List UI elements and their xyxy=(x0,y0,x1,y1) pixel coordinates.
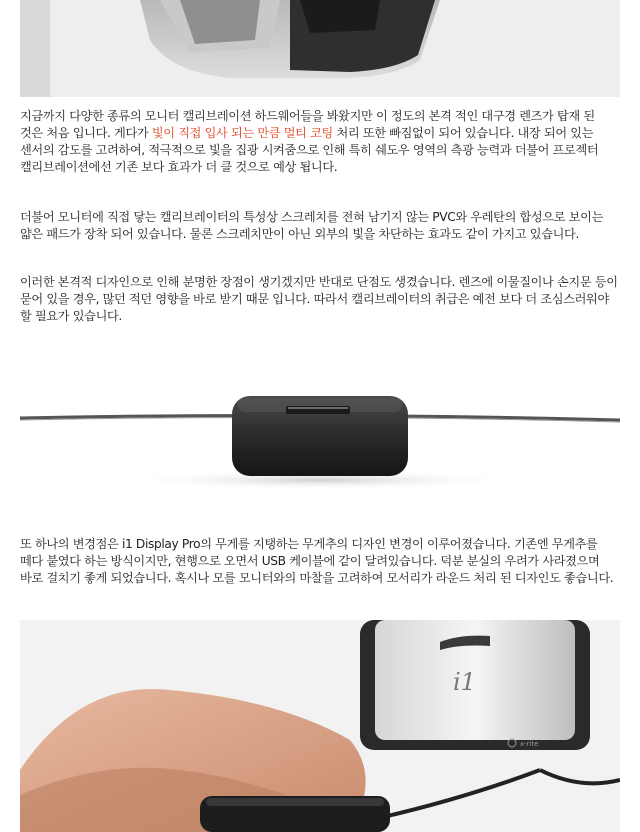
paragraph-lens xyxy=(20,108,620,176)
paragraph-lens-text-b: 처리 또한 빠짐없이 되어 있습니다. 내장 되어 있는 센서의 감도를 고려하여, 적극적으로 빛을 집광 시켜줌으로 인해 특히 쉐도우 영역의 측광 능력과 더불어 프로젝터 캘리브레이션에선 기존 보다 효과가 더 클 것으로 예상 됩니다. xyxy=(20,126,599,174)
paragraph-lens-text-a: 지금까지 다양한 종류의 모니터 캘리브레이션 하드웨어들을 봐왔지만 이 정도의 본격 적인 대구경 렌즈가 탑재 된 것은 처음 입니다. 게다가 xyxy=(20,109,595,140)
highlight-multicoating: 빛이 직접 입사 되는 만큼 멀티 코팅 xyxy=(151,126,333,140)
paragraph-pad: 더불어 모니터에 직접 닿는 캘리브레이터의 특성상 스크레치를 전혀 남기지 않는 PVC와 우레탄의 합성으로 보이는 얇은 패드가 장착 되어 있습니다. 물론 스크레치만이 아닌 외부의 빛을 차단하는 효과도 같이 가지고 있습니다. xyxy=(20,210,603,241)
i1-logo: i1 xyxy=(453,668,476,696)
paragraph-counterweight: 또 하나의 변경점은 i1 Display Pro의 무게를 지탱하는 무게추의 디자인 변경이 이루어졌습니다. 기존엔 무게추를 떼다 붙였다 하는 방식이지만, 현행으로 오면서 USB 케이블에 같이 달려있습니다. 덕분 분실의 우려가 사라졌으며 바로 걸치기 좋게 되었습니다. 혹시나 모를 모니터와의 마찰을 고려하여 모서리가 라운드 처리 된 디자인도 좋습니다. xyxy=(20,537,614,585)
paragraph-drawback: 이러한 본격적 디자인으로 인해 분명한 장점이 생기겠지만 반대로 단점도 생겼습니다. 렌즈에 이물질이나 손지문 등이 묻어 있을 경우, 많던 적던 영향을 바로 받기 때문 입니다. 따라서 캘리브레이터의 취급은 예전 보다 더 조심스러워야 할 필요가 있습니다. xyxy=(20,275,618,323)
xrite-brand: x-rite xyxy=(520,740,539,748)
device-hand-photo xyxy=(20,620,620,832)
calibrator-lens-photo xyxy=(20,0,620,97)
counterweight-cable-photo xyxy=(20,340,620,500)
